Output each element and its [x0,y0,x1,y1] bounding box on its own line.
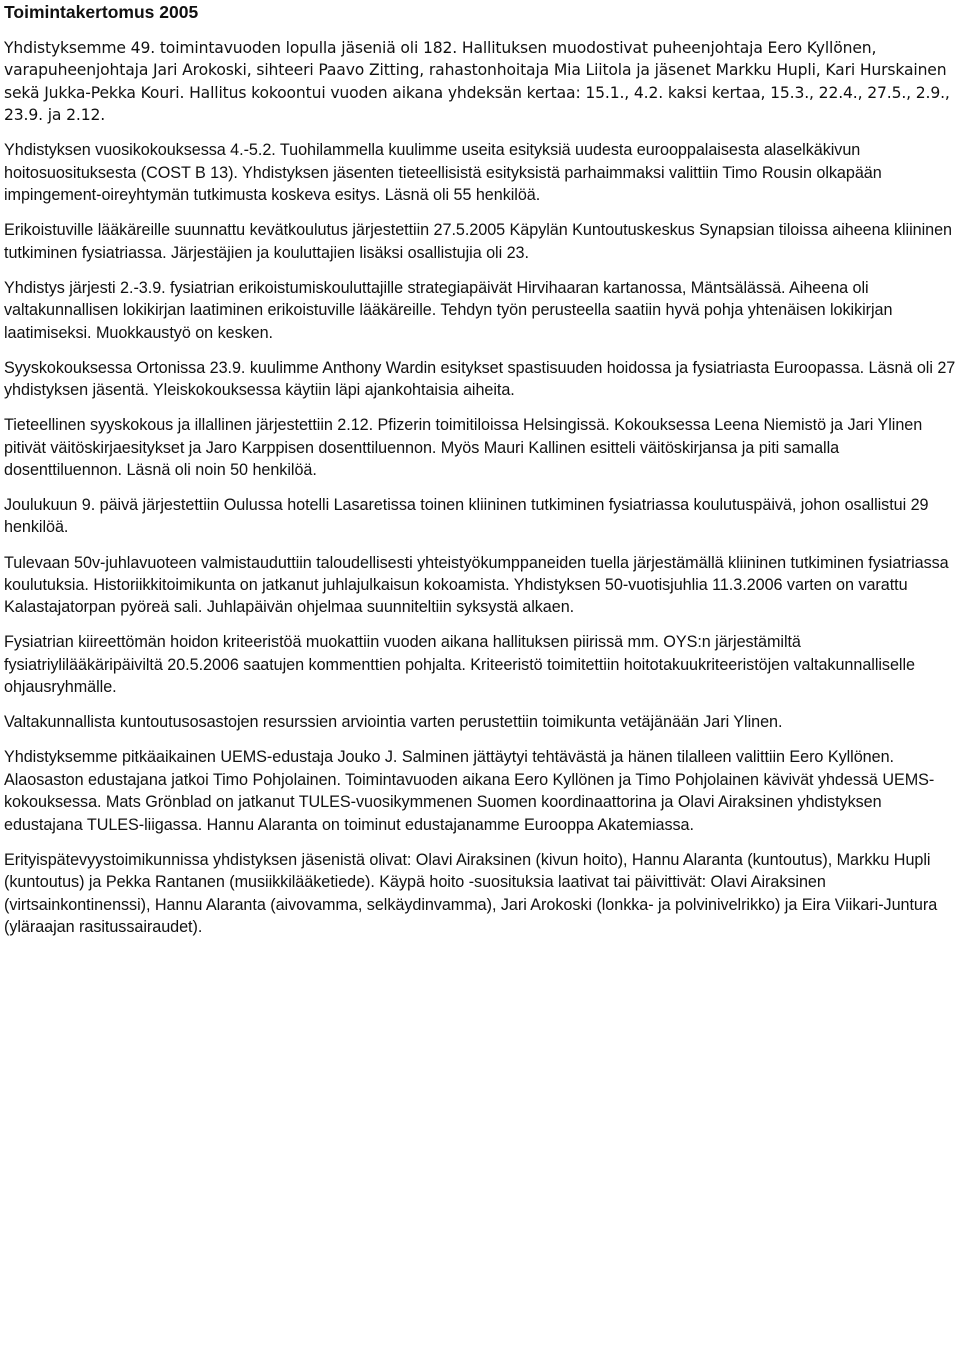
paragraph-anniversary: Tulevaan 50v-juhlavuoteen valmistauduttiin taloudellisesti yhteistyökumppaneiden tuella järjestämällä kliininen tutkiminen fysiatriassa koulutuksia. Historiikkitoimikunta on jatkanut juhlajulkaisun kokoamista. Yhdistyksen 50-vuotisjuhlia 11.3.2006 varten on varattu Kalastajatorpan pyöreä sali. Juhlapäivän ohjelmaa suunniteltiin syksystä alkaen. [4,553,949,617]
document-title: Toimintakertomus 2005 [4,2,199,22]
paragraph-board: Yhdistyksemme 49. toimintavuoden lopulla jäseniä oli 182. Hallituksen muodostivat puheenjohtaja Eero Kyllönen, varapuheenjohtaja Jari Arokoski, sihteeri Paavo Zitting, rahastonhoitaja Mia Liitola ja jäsenet Markku Hupli, Kari Hurskainen sekä Jukka-Pekka Kouri. Hallitus kokoontui vuoden aikana yhdeksän kertaa: 15.1., 4.2. kaksi kertaa, 15.3., 22.4., 27.5., 2.9., 23.9. ja 2.12. [4,39,950,125]
paragraph-oulu-training: Joulukuun 9. päivä järjestettiin Oulussa hotelli Lasaretissa toinen kliininen tutkiminen fysiatriassa koulutuspäivä, johon osallistui 29 henkilöä. [4,496,929,537]
paragraph-competence-committees: Erityispätevyystoimikunnissa yhdistyksen jäsenistä olivat: Olavi Airaksinen (kivun hoito), Hannu Alaranta (kuntoutus), Markku Hupli (kuntoutus) ja Pekka Rantanen (musiikkilääketiede). Käypä hoito -suosituksia laativat tai päivittivät: Olavi Airaksinen (virtsainkontinenssi), Hannu Alaranta (aivovamma, selkäydinvamma), Jari Arokoski (lonkka- ja polvinivelrikko) ja Eira Viikari-Juntura (yläraajan rasitussairaudet). [4,850,938,936]
paragraph-annual-meeting: Yhdistyksen vuosikokouksessa 4.-5.2. Tuohilammella kuulimme useita esityksiä uudesta eurooppalaisesta alaselkäkivun hoitosuosituksesta (COST B 13). Yhdistyksen jäsenten tieteellisistä esityksistä parhaimmaksi valittiin Timo Rousin olkapään impingement-oireyhtymän tutkimusta koskeva esitys. Läsnä oli 55 henkilöä. [4,141,882,205]
paragraph-strategy-days: Yhdistys järjesti 2.-3.9. fysiatrian erikoistumiskouluttajille strategiapäivät Hirvihaaran kartanossa, Mäntsälässä. Aiheena oli valtakunnallisen lokikirjan laatiminen erikoistuville lääkäreille. Tehdyn työn perusteella saatiin hyvä pohja yhtenäisen lokikirjan laatimiseksi. Muokkaustyö on kesken. [4,278,893,342]
paragraph-scientific-meeting: Tieteellinen syyskokous ja illallinen järjestettiin 2.12. Pfizerin toimitiloissa Helsingissä. Kokouksessa Leena Niemistö ja Jari Ylinen pitivät väitöskirjaesitykset ja Jaro Karppisen dosenttiluennon. Myös Mauri Kallinen esitteli väitöskirjansa ja piti samalla dosenttiluennon. Läsnä oli noin 50 henkilöä. [4,416,923,479]
paragraph-uems: Yhdistyksemme pitkäaikainen UEMS-edustaja Jouko J. Salminen jättäytyi tehtävästä ja hänen tilalleen valittiin Eero Kyllönen. Alaosaston edustajana jatkoi Timo Pohjolainen. Toimintavuoden aikana Eero Kyllönen ja Timo Pohjolainen kävivät yhdessä UEMS-kokouksessa. Mats Grönblad on jatkanut TULES-vuosikymmenen Suomen koordinaattorina ja Olavi Airaksinen yhdistyksen edustajana TULES-liigassa. Hannu Alaranta on toiminut edustajanamme Eurooppa Akatemiassa. [4,748,935,834]
paragraph-autumn-meeting: Syyskokouksessa Ortonissa 23.9. kuulimme Anthony Wardin esitykset spastisuuden hoidossa ja fysiatriasta Euroopassa. Läsnä oli 27 yhdistyksen jäsentä. Yleiskokouksessa käytiin läpi ajankohtaisia aiheita. [4,358,956,400]
paragraph-spring-training: Erikoistuville lääkäreille suunnattu kevätkoulutus järjestettiin 27.5.2005 Käpylän Kuntoutuskeskus Synapsian tiloissa aiheena kliininen tutkiminen fysiatriassa. Järjestäjien ja kouluttajien lisäksi osallistujia oli 23. [4,221,952,262]
paragraph-criteria: Fysiatrian kiireettömän hoidon kriteeristöä muokattiin vuoden aikana hallituksen piirissä mm. OYS:n järjestämiltä fysiatriylilääkäripäiviltä 20.5.2006 saatujen kommenttien pohjalta. Kriteeristö toimitettiin hoitotakuukriteeristöjen valtakunnalliselle ohjausryhmälle. [4,633,915,697]
paragraph-rehab-committee: Valtakunnallista kuntoutusosastojen resurssien arviointia varten perustettiin toimikunta vetäjänään Jari Ylinen. [4,713,783,732]
document [4,0,956,951]
